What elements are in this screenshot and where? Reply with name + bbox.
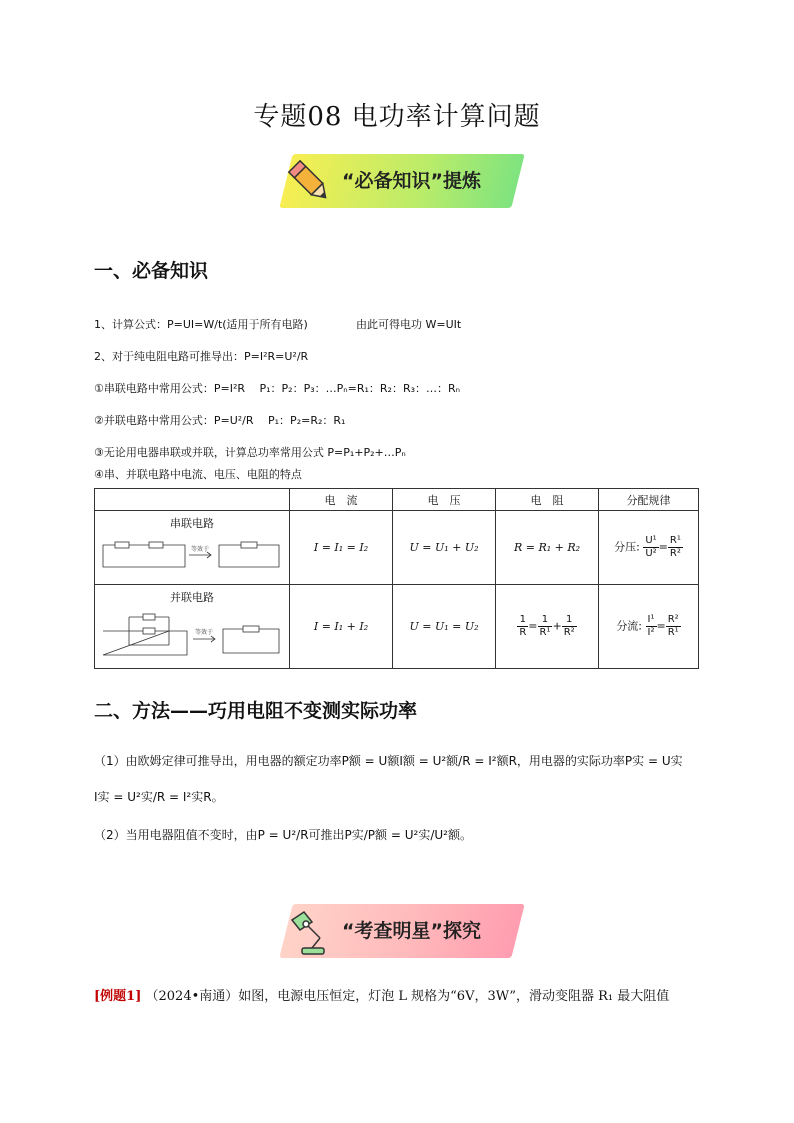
formula-line-1a: 1、计算公式：P=UI=W/t(适用于所有电路) (94, 318, 308, 331)
page-title: 专题08 电功率计算问题 (253, 102, 541, 132)
knowledge-banner (272, 150, 524, 212)
banner-label: “必备知识”提炼 (342, 170, 481, 192)
parallel-current: I = I₁ + I₂ (290, 585, 393, 669)
series-label: 串联电路 (170, 517, 214, 530)
table-row (95, 511, 699, 585)
fraction (643, 535, 658, 560)
numerator: R² (667, 614, 679, 625)
series-resistance: R = R₁ + R₂ (496, 511, 599, 585)
table-header: 电 压 (393, 489, 496, 511)
equivalent-label: 等效于 (195, 629, 214, 636)
example-tag: [例题1] (94, 989, 142, 1004)
table-header (95, 489, 290, 511)
banner-label: “考查明星”探究 (342, 920, 481, 942)
numerator: R¹ (669, 535, 681, 546)
numerator: 1 (517, 614, 528, 627)
denominator: I² (647, 627, 655, 638)
parallel-rule: 分流: $\frac{\text{I¹}}{\text{I²}}$ = $\frac{\text{R²}}{\text{R¹}}$ (599, 585, 699, 669)
fraction (562, 614, 577, 639)
denominator: R² (563, 627, 575, 638)
formula-line-5: ③无论用电器串联或并联，计算总功率常用公式 P=P₁+P₂+…Pₙ (94, 446, 406, 459)
parallel-circuit-diagram (99, 605, 285, 665)
denominator: R¹ (539, 627, 551, 638)
method-paragraph-1b: I实 = U²实/R = I²实R。 (94, 790, 224, 804)
series-voltage: U = U₁ + U₂ (393, 511, 496, 585)
numerator: 1 (538, 614, 553, 627)
circuit-table (94, 488, 699, 669)
parallel-resistance: $\frac{1}{R}$ = $\frac{1}{\text{R¹}}$ + $\frac{1}{\text{R²}}$ (496, 585, 599, 669)
denominator: U² (645, 548, 657, 559)
series-circuit-diagram (99, 531, 285, 579)
section-heading: 一、必备知识 (94, 260, 209, 282)
denominator: R¹ (667, 627, 679, 638)
denominator: R (519, 627, 527, 638)
table-header: 分配规律 (599, 489, 699, 511)
equivalent-label: 等效于 (191, 546, 210, 553)
fraction (538, 614, 553, 639)
formula-line-2: 2、对于纯电阻电路可推导出：P=I²R=U²/R (94, 350, 309, 363)
formula-line-6: ④串、并联电路中电流、电压、电阻的特点 (94, 468, 302, 481)
fraction (666, 614, 681, 639)
rule-prefix: 分压: (614, 540, 640, 554)
fraction (517, 614, 528, 639)
lamp-icon (282, 904, 338, 960)
explore-banner (272, 900, 524, 962)
rule-prefix: 分流: (616, 619, 643, 633)
table-header: 电 流 (290, 489, 393, 511)
numerator: U¹ (645, 535, 657, 546)
series-cell (95, 511, 290, 585)
parallel-cell (95, 585, 290, 669)
section-heading: 二、方法——巧用电阻不变测实际功率 (94, 700, 418, 722)
formula-line-3: ①串联电路中常用公式：P=I²R P₁：P₂：P₃：…Pₙ=R₁：R₂：R₃：…：Rₙ (94, 382, 461, 395)
method-paragraph-2: （2）当用电器阻值不变时，由P = U²/R可推出P实/P额 = U²实/U²额。 (94, 828, 472, 842)
method-paragraph-1: （1）由欧姆定律可推导出，用电器的额定功率P额 = U额I额 = U²额/R = I²额R，用电器的实际功率P实 = U实 (94, 754, 683, 768)
series-current: I = I₁ = I₂ (290, 511, 393, 585)
formula-line-1b: 由此可得电功 W=UIt (356, 318, 462, 331)
series-rule: 分压: $\frac{\text{U¹}}{\text{U²}}$ = $\frac{\text{R¹}}{\text{R²}}$ (599, 511, 699, 585)
fraction (668, 535, 683, 560)
example-paragraph (94, 985, 669, 1004)
fraction (646, 614, 657, 639)
parallel-label: 并联电路 (170, 591, 214, 604)
denominator: R² (669, 548, 681, 559)
pencil-icon (282, 154, 338, 210)
example-text: （2024•南通）如图，电源电压恒定，灯泡 L 规格为“6V，3W”，滑动变阻器 R₁ 最大阻值 (145, 989, 670, 1004)
formula-line-4: ②并联电路中常用公式：P=U²/R P₁：P₂=R₂：R₁ (94, 414, 346, 427)
table-header: 电 阻 (496, 489, 599, 511)
table-row (95, 585, 699, 669)
parallel-voltage: U = U₁ = U₂ (393, 585, 496, 669)
numerator: I¹ (647, 614, 655, 625)
table-header-row (95, 489, 699, 511)
numerator: 1 (562, 614, 577, 627)
